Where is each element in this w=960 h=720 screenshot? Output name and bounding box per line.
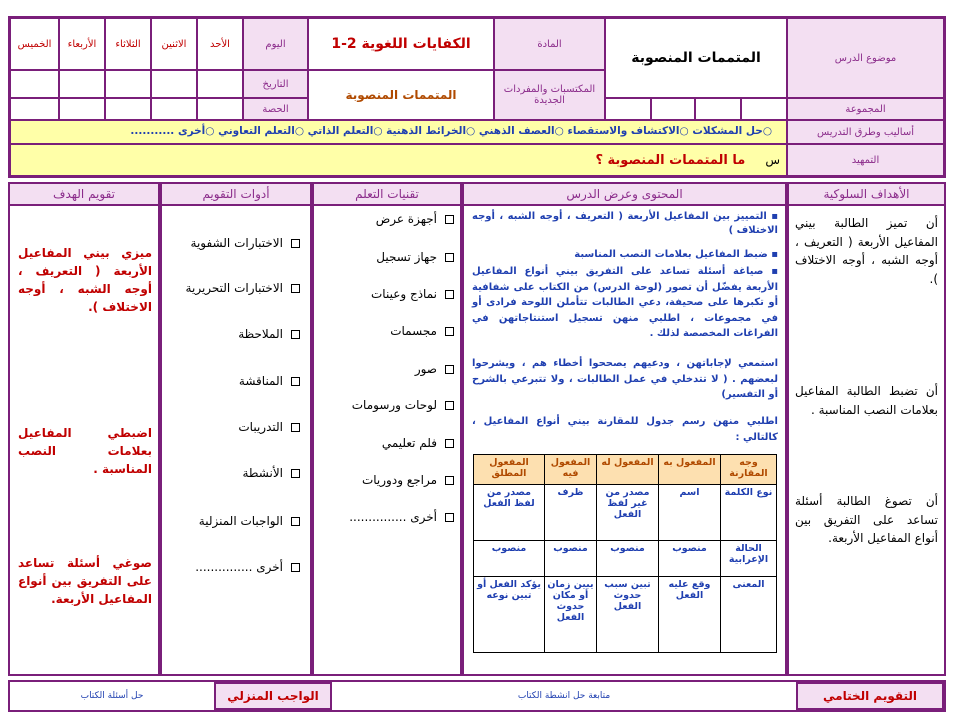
content-p4: استمعي لإجاباتهن ، ودعيهم يصححوا أخطاء هم ، ويشرحوا لبعضهم . ( لا تتدخلي في عمل الطالبات ، ولا تتبرعي بالشرح أو التفسير) bbox=[472, 358, 778, 400]
tools-item-label: الملاحظة bbox=[238, 327, 283, 341]
checkbox[interactable] bbox=[445, 290, 454, 299]
tools-item-label: الأنشطة bbox=[242, 466, 283, 480]
tools-item-label: الاختبارات التحريرية bbox=[185, 281, 283, 295]
tech-item-label: فلم تعليمي bbox=[381, 436, 437, 450]
table-header-cell: المفعول المطلق bbox=[474, 455, 545, 485]
date-cell-4 bbox=[59, 70, 105, 98]
homework-label: الواجب المنزلي bbox=[214, 682, 332, 710]
table-row bbox=[474, 577, 777, 653]
date-cell-3 bbox=[105, 70, 151, 98]
tech-item-label: مجسمات bbox=[390, 324, 437, 338]
content-section bbox=[462, 182, 787, 676]
checkbox[interactable] bbox=[445, 215, 454, 224]
period-label: الحصة bbox=[243, 98, 308, 120]
checkbox[interactable] bbox=[291, 377, 300, 386]
table-cell: ظرف bbox=[545, 485, 597, 541]
homework-value: حل أسئلة الكتاب bbox=[80, 691, 144, 701]
tools-item-label: الواجبات المنزلية bbox=[198, 514, 283, 528]
table-header-cell: المفعول له bbox=[597, 455, 659, 485]
period-cell-3 bbox=[105, 98, 151, 120]
group-cell-2 bbox=[695, 98, 741, 120]
vocab-label: المكتسبات والمفردات الجديدة bbox=[494, 70, 605, 120]
eval-item-1: ميزي بيني المفاعيل الأربعة ( التعريف ، أوجه الشبه ، أوجه الاختلاف ). bbox=[18, 246, 152, 314]
period-cell-4 bbox=[59, 98, 105, 120]
eval-item-2: اضبطي المفاعيل بعلامات النصب المناسبة . bbox=[18, 426, 152, 476]
checkbox[interactable] bbox=[291, 330, 300, 339]
eval-section bbox=[8, 182, 160, 676]
tech-item[interactable] bbox=[376, 212, 454, 226]
date-label: التاريخ bbox=[243, 70, 308, 98]
methods-label: أساليب وطرق التدريس bbox=[787, 120, 944, 144]
tech-item-label: صور bbox=[414, 362, 437, 376]
table-cell: منصوب bbox=[545, 541, 597, 577]
tech-item-label: نماذج وعينات bbox=[371, 287, 437, 301]
tech-item[interactable] bbox=[390, 324, 454, 338]
period-cell-1 bbox=[197, 98, 243, 120]
tech-item-label: جهاز تسجيل bbox=[376, 250, 437, 264]
table-cell: المعنى bbox=[721, 577, 777, 653]
date-cell-5 bbox=[10, 70, 59, 98]
tools-item[interactable] bbox=[239, 374, 300, 388]
checkbox[interactable] bbox=[291, 423, 300, 432]
tools-item[interactable] bbox=[199, 514, 300, 528]
tools-item[interactable] bbox=[238, 327, 300, 341]
tech-header: تقنيات التعلم bbox=[314, 184, 460, 206]
table-header-cell: وجه المقارنة bbox=[721, 455, 777, 485]
period-cell-5 bbox=[10, 98, 59, 120]
table-row bbox=[474, 541, 777, 577]
day-label: اليوم bbox=[243, 18, 308, 70]
group-cell-1 bbox=[741, 98, 787, 120]
final-eval-label: التقويم الختامي bbox=[796, 682, 944, 710]
table-cell: نوع الكلمة bbox=[721, 485, 777, 541]
content-p1: ▪ التمييز بين المفاعيل الأربعة ( التعريف ، أوجه الشبه ، أوجه الاختلاف ) bbox=[472, 211, 778, 236]
tech-item[interactable] bbox=[382, 436, 454, 450]
content-p3: ▪ صياغة أسئلة تساعد على التفريق بيني أنواع المفاعيل الأربعة يفضّل أن تصور (لوحة الدرس) من الكتاب على شفافية أو تكبرها على صحيفة، دعي الطالبات تتأملن اللوحة فرادى أو في مجموعات ، اطلبي منهن تسجيل استنتاجاتهن في الفراغات المخصصة لذلك . bbox=[472, 266, 778, 339]
objective-2: أن تضبط الطالبة المفاعيل بعلامات النصب المناسبة . bbox=[795, 384, 938, 417]
lesson-topic-value: المتممات المنصوبة bbox=[605, 18, 787, 98]
table-cell: مصدر من غير لفظ الفعل bbox=[597, 485, 659, 541]
objective-3: أن تصوغ الطالبة أسئلة تساعد على التفريق بين أنواع المفاعيل الأربعة. bbox=[795, 494, 938, 546]
table-cell: وقع عليه الفعل bbox=[659, 577, 721, 653]
objective-1: أن تميز الطالبة بيني المفاعيل الأربعة ( التعريف ، أوجه الشبه ، أوجه الاختلاف ). bbox=[795, 216, 938, 286]
content-header: المحتوى وعرض الدرس bbox=[464, 184, 785, 206]
tech-section bbox=[312, 182, 462, 676]
tools-item[interactable] bbox=[191, 236, 300, 250]
day-monday: الاثنين bbox=[151, 18, 197, 70]
checkbox[interactable] bbox=[291, 239, 300, 248]
content-p5: اطلبي منهن رسم جدول للمقارنة بيني أنواع المفاعيل ، كالتالي : bbox=[472, 416, 778, 443]
date-cell-1 bbox=[197, 70, 243, 98]
tech-item[interactable] bbox=[349, 510, 454, 524]
comparison-table bbox=[473, 454, 777, 653]
checkbox[interactable] bbox=[445, 365, 454, 374]
eval-header: تقويم الهدف bbox=[10, 184, 158, 206]
tools-header: أدوات التقويم bbox=[162, 184, 310, 206]
tools-item-label: الاختبارات الشفوية bbox=[190, 236, 283, 250]
checkbox[interactable] bbox=[445, 327, 454, 336]
tools-item-label: أخرى ............... bbox=[195, 560, 283, 574]
objectives-section bbox=[787, 182, 946, 676]
day-thursday: الخميس bbox=[10, 18, 59, 70]
tech-item[interactable] bbox=[362, 473, 454, 487]
lesson-topic-label: موضوع الدرس bbox=[787, 18, 944, 98]
intro-box bbox=[10, 144, 787, 176]
checkbox[interactable] bbox=[445, 476, 454, 485]
vocab-value: المتممات المنصوبة bbox=[308, 70, 494, 120]
checkbox[interactable] bbox=[291, 563, 300, 572]
date-cell-2 bbox=[151, 70, 197, 98]
checkbox[interactable] bbox=[445, 513, 454, 522]
day-wednesday: الأربعاء bbox=[59, 18, 105, 70]
tech-item[interactable] bbox=[376, 250, 454, 264]
table-cell: مصدر من لفظ الفعل bbox=[474, 485, 545, 541]
checkbox[interactable] bbox=[291, 469, 300, 478]
tools-item[interactable] bbox=[238, 420, 300, 434]
tech-item-label: لوحات ورسومات bbox=[351, 398, 437, 412]
group-cell-3 bbox=[651, 98, 695, 120]
table-cell: يؤكد الفعل أو تبين نوعه bbox=[474, 577, 545, 653]
table-header-cell: المفعول به bbox=[659, 455, 721, 485]
objectives-header: الأهداف السلوكية bbox=[789, 184, 944, 206]
table-cell: منصوب bbox=[474, 541, 545, 577]
tech-item-label: مراجع ودوريات bbox=[361, 473, 437, 487]
tech-item-label: أجهزة عرض bbox=[375, 212, 437, 226]
tools-item-label: المناقشة bbox=[238, 374, 283, 388]
table-cell: منصوب bbox=[659, 541, 721, 577]
table-cell: تبين سبب حدوث الفعل bbox=[597, 577, 659, 653]
content-p2: ▪ ضبط المفاعيل بعلامات النصب المناسبة bbox=[574, 249, 778, 260]
table-header-cell: المفعول فيه bbox=[545, 455, 597, 485]
table-header-row bbox=[474, 455, 777, 485]
group-cell-4 bbox=[605, 98, 651, 120]
checkbox[interactable] bbox=[291, 284, 300, 293]
methods-items: ○حل المشكلات ○الاكتشاف والاستقصاء ○العصف الذهني ○الخرائط الذهنية ○التعلم الذاتي ○التعلم التعاوني ○أخرى ........... bbox=[10, 120, 787, 144]
period-cell-2 bbox=[151, 98, 197, 120]
day-sunday: الأحد bbox=[197, 18, 243, 70]
tech-item[interactable] bbox=[371, 287, 454, 301]
table-row bbox=[474, 485, 777, 541]
eval-item-3: صوغي أسئلة تساعد على التفريق بين أنواع المفاعيل الأربعة. bbox=[18, 556, 152, 606]
group-label: المجموعة bbox=[787, 98, 944, 120]
checkbox[interactable] bbox=[445, 439, 454, 448]
subject-value: الكفايات اللغوية 2-1 bbox=[308, 18, 494, 70]
tools-item-label: التدريبات bbox=[238, 420, 283, 434]
table-cell: اسم bbox=[659, 485, 721, 541]
tech-item[interactable] bbox=[352, 398, 454, 412]
table-cell: منصوب bbox=[597, 541, 659, 577]
tech-item[interactable] bbox=[415, 362, 454, 376]
checkbox[interactable] bbox=[445, 401, 454, 410]
intro-label: التمهيد bbox=[787, 144, 944, 176]
subject-label: المادة bbox=[494, 18, 605, 70]
tools-item[interactable] bbox=[243, 466, 301, 480]
table-cell: يبين زمان أو مكان حدوث الفعل bbox=[545, 577, 597, 653]
checkbox[interactable] bbox=[445, 253, 454, 262]
day-tuesday: الثلاثاء bbox=[105, 18, 151, 70]
intro-question: ما المتممات المنصوبة ؟ bbox=[595, 152, 746, 168]
tools-item[interactable] bbox=[195, 560, 300, 574]
table-cell: الحالة الإعرابية bbox=[721, 541, 777, 577]
tools-item[interactable] bbox=[186, 281, 300, 295]
final-eval-value: متابعة حل انشطة الكتاب bbox=[517, 691, 611, 701]
tech-item-label: أخرى ............... bbox=[349, 510, 437, 524]
checkbox[interactable] bbox=[291, 517, 300, 526]
tools-section bbox=[160, 182, 312, 676]
intro-prefix: س bbox=[765, 153, 780, 167]
